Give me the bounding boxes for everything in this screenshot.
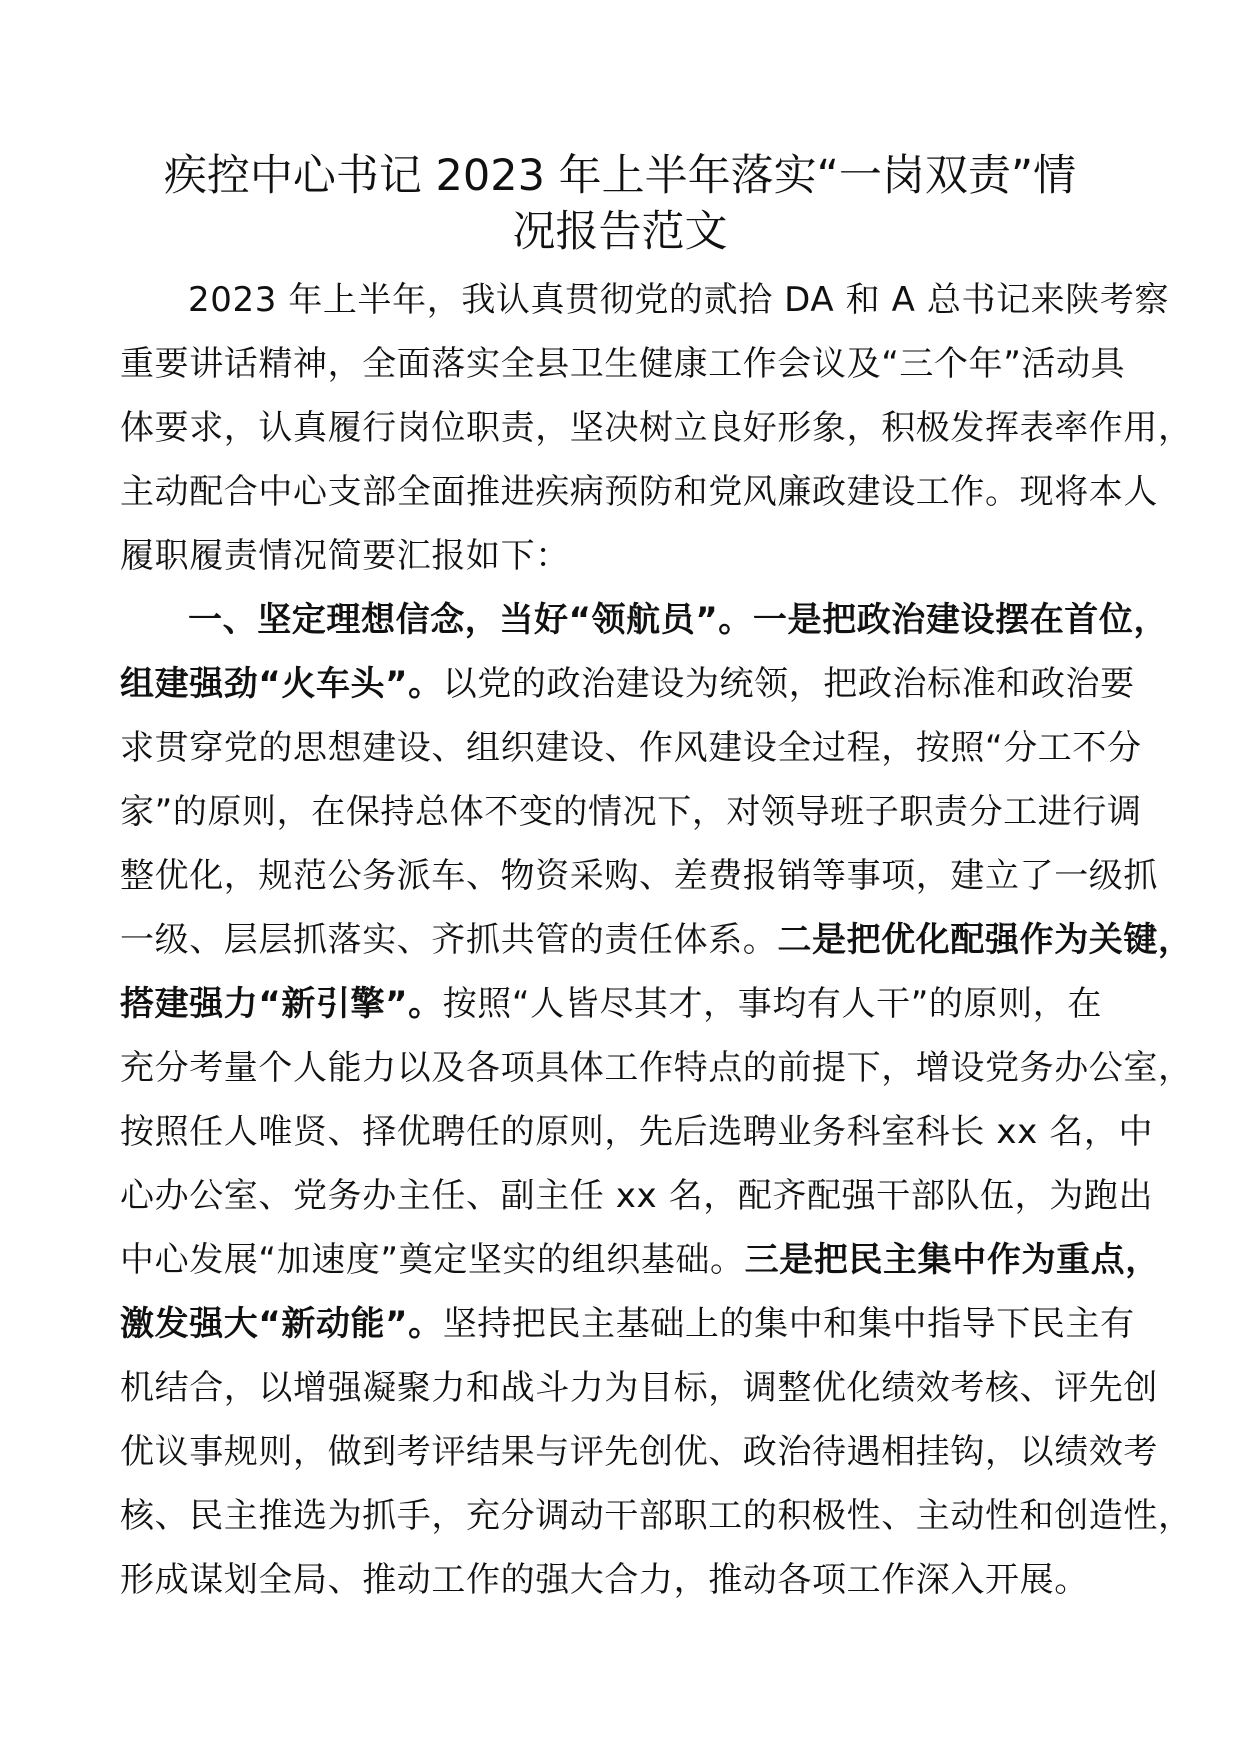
section-1-line: [120, 652, 1135, 716]
point-2-subheading: 搭建强力“新引擎”。: [120, 984, 443, 1024]
section-1-line: 核、民主推选为抓手，充分调动干部职工的积极性、主动性和创造性，: [120, 1496, 1193, 1536]
section-1-paragraph: [120, 588, 1193, 1612]
section-1-heading: 一、坚定理想信念，当好“领航员”。一是把政治建设摆在首位，: [188, 600, 1169, 640]
section-1-line: [120, 1292, 1135, 1356]
section-1-line: 整优化，规范公务派车、物资采购、差费报销等事项，建立了一级抓: [120, 856, 1158, 896]
intro-paragraph: [120, 268, 1193, 588]
section-1-line: 形成谋划全局、推动工作的强大合力，推动各项工作深入开展。: [120, 1560, 1089, 1600]
section-1-line: 优议事规则，做到考评结果与评先创优、政治待遇相挂钩，以绩效考: [120, 1432, 1158, 1472]
section-1-line: 家”的原则，在保持总体不变的情况下，对领导班子职责分工进行调: [120, 792, 1142, 832]
document-body: [120, 268, 1193, 1612]
intro-line: 重要讲话精神，全面落实全县卫生健康工作会议及“三个年”活动具: [120, 344, 1126, 384]
section-1-line: [120, 1228, 1160, 1292]
section-1-line: 机结合，以增强凝聚力和战斗力为目标，调整优化绩效考核、评先创: [120, 1368, 1158, 1408]
body-text: 一级、层层抓落实、齐抓共管的责任体系。: [120, 920, 778, 960]
point-3-subheading: 激发强大“新动能”。: [120, 1304, 443, 1344]
point-2-heading: 二是把优化配强作为关键，: [777, 920, 1193, 960]
intro-line: 2023 年上半年，我认真贯彻党的贰拾 DA 和 A 总书记来陕考察: [188, 280, 1170, 320]
section-1-line: [120, 972, 1120, 1036]
intro-line: 主动配合中心支部全面推进疾病预防和党风廉政建设工作。现将本人: [120, 472, 1158, 512]
body-text: 坚持把民主基础上的集中和集中指导下民主有: [442, 1304, 1135, 1344]
intro-line: 体要求，认真履行岗位职责，坚决树立良好形象，积极发挥表率作用，: [120, 408, 1193, 448]
section-1-line: 求贯穿党的思想建设、组织建设、作风建设全过程，按照“分工不分: [120, 728, 1142, 768]
section-1-line: [120, 588, 1169, 652]
body-text: 按照“人皆尽其才，事均有人干”的原则，在: [442, 984, 1102, 1024]
point-1-subheading: 组建强劲“火车头”。: [120, 664, 443, 704]
body-text: 以党的政治建设为统领，把政治标准和政治要: [442, 664, 1135, 704]
section-1-line: [120, 908, 1193, 972]
section-1-line: 按照任人唯贤、择优聘任的原则，先后选聘业务科室科长 xx 名，中: [120, 1112, 1154, 1152]
title-line-2: 况报告范文: [512, 207, 728, 257]
intro-line: 履职履责情况简要汇报如下：: [120, 536, 570, 576]
title-line-1: 疾控中心书记 2023 年上半年落实“一岗双责”情: [163, 151, 1077, 201]
section-1-line: 心办公室、党务办主任、副主任 xx 名，配齐配强干部队伍，为跑出: [120, 1176, 1154, 1216]
section-1-line: 充分考量个人能力以及各项具体工作特点的前提下，增设党务办公室，: [120, 1048, 1193, 1088]
document-title: [120, 148, 1120, 260]
body-text: 中心发展“加速度”奠定坚实的组织基础。: [120, 1240, 745, 1280]
point-3-heading: 三是把民主集中作为重点，: [744, 1240, 1160, 1280]
